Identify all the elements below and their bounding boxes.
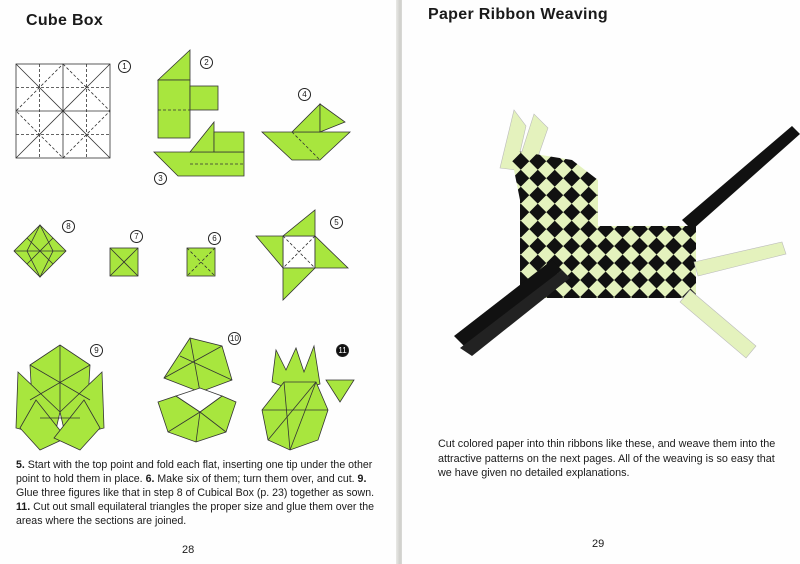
step-number-4: 4 — [298, 88, 311, 101]
step-number-2: 2 — [200, 56, 213, 69]
front-leg-ribbon-black — [454, 260, 562, 348]
page-title-ribbon-weaving: Paper Ribbon Weaving — [428, 6, 608, 23]
instruction-text-5: Start with the top point and fold each flat, inserting one tip under the other point to hold them in place. — [16, 459, 373, 485]
step-number-3: 3 — [154, 172, 167, 185]
step-number-11: 11 — [336, 344, 349, 357]
page-number-right: 29 — [592, 538, 605, 550]
right-page — [402, 0, 800, 564]
front-leg-ribbon-dark — [460, 270, 570, 356]
step-6-unit — [187, 248, 215, 276]
step-number-7: 7 — [130, 230, 143, 243]
instruction-text-11: Cut out small equilateral triangles the proper size and glue them over the areas where the sections are joined. — [16, 501, 375, 527]
step-number-10: 10 — [228, 332, 241, 345]
deer-weaving — [454, 110, 800, 358]
step-9-assembly — [16, 345, 104, 450]
instruction-number-11: 11. — [16, 501, 31, 513]
instruction-number-5: 5. — [16, 459, 25, 471]
instruction-number-6: 6. — [145, 473, 155, 485]
page-number-left: 28 — [182, 544, 195, 556]
back-leg-ribbon-pale-2 — [694, 242, 786, 276]
step-8-unit — [14, 225, 66, 277]
instruction-text-6: Make six of them; turn them over, and cut. — [154, 473, 358, 485]
left-page — [0, 0, 398, 564]
back-ribbon-upper — [682, 126, 800, 230]
back-leg-ribbon-pale — [680, 290, 756, 358]
instructions-text — [16, 458, 378, 528]
weaving-description: Cut colored paper into thin ribbons like these, and weave them into the attractive patterns on the next pages. All of the weaving is so easy that we have given no detailed explanations. — [438, 438, 776, 479]
step-number-1: 1 — [118, 60, 131, 73]
step-11-assembly — [262, 346, 354, 450]
step-number-6: 6 — [208, 232, 221, 245]
step-number-8: 8 — [62, 220, 75, 233]
step-number-5: 5 — [330, 216, 343, 229]
instruction-number-9: 9. — [357, 473, 367, 485]
step-1-crease-square — [16, 64, 110, 158]
step-7-unit — [110, 248, 138, 276]
step-number-9: 9 — [90, 344, 103, 357]
instruction-text-9: Glue three figures like that in step 8 of Cubical Box (p. 23) together as sown. — [16, 487, 375, 499]
step-10-assembly — [158, 338, 236, 442]
step-4-fold — [262, 104, 350, 160]
page-title-cube-box: Cube Box — [26, 12, 104, 29]
